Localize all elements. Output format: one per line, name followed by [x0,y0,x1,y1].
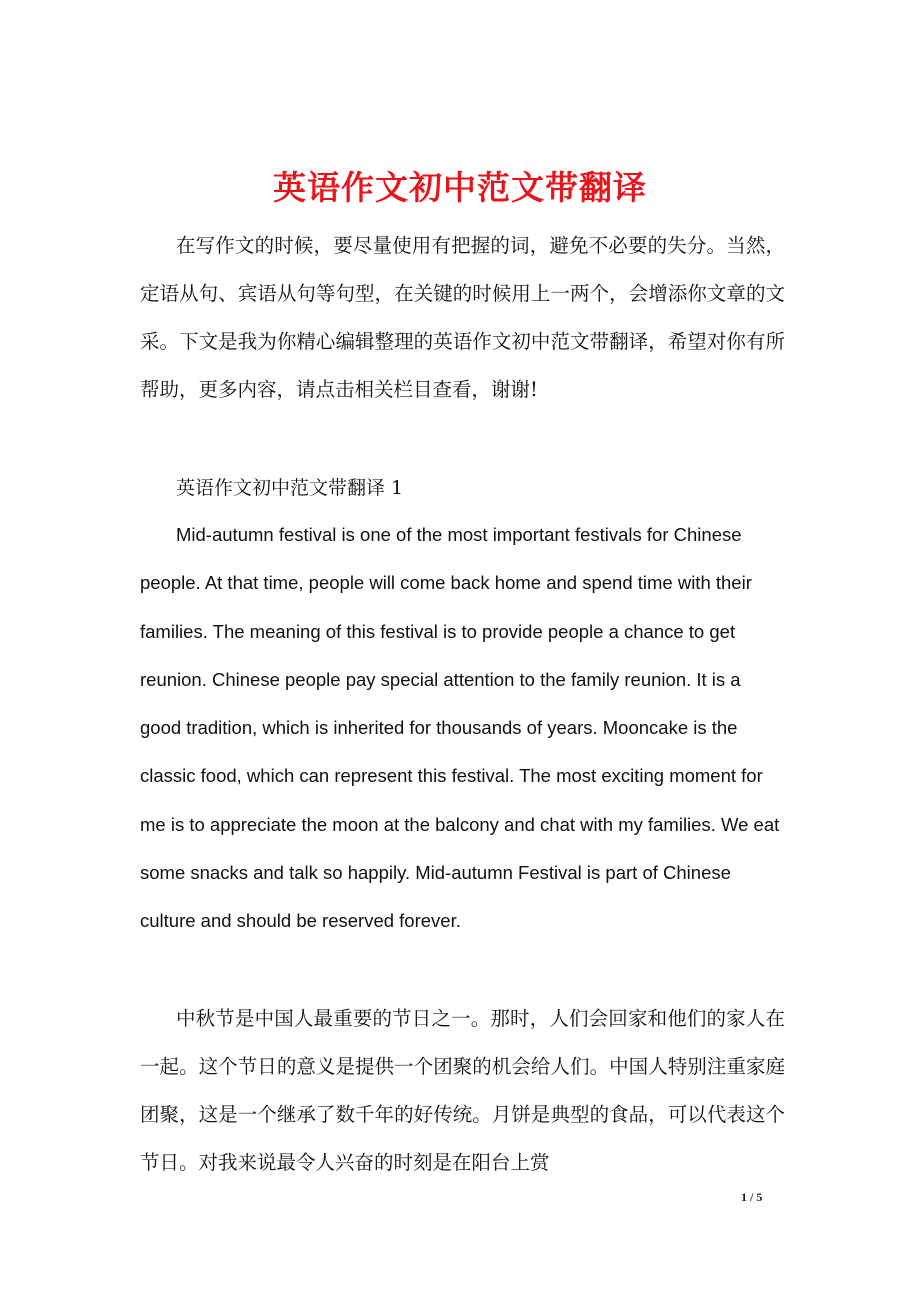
intro-paragraph: 在写作文的时候，要尽量使用有把握的词，避免不必要的失分。当然，定语从句、宾语从句等句型，在关键的时候用上一两个，会增添你文章的文采。下文是我为你精心编辑整理的英语作文初中范文带翻译，希望对你有所帮助，更多内容，请点击相关栏目查看，谢谢! [140,234,785,401]
english-essay-paragraph: Mid-autumn festival is one of the most important festivals for Chinese people. At that time, people will come back home and spend time with their families. The meaning of this festival is to provide people a chance to get reunion. Chinese people pay special attention to the family reunion. It is a good tradition, which is inherited for thousands of years. Mooncake is the classic food, which can represent this festival. The most exciting moment for me is to appreciate the moon at the balcony and chat with my families. We eat some snacks and talk so happily. Mid-autumn Festival is part of Chinese culture and should be reserved forever. [140,524,780,932]
chinese-translation-paragraph: 中秋节是中国人最重要的节日之一。那时，人们会回家和他们的家人在一起。这个节日的意义是提供一个团聚的机会给人们。中国人特别注重家庭团聚，这是一个继承了数千年的好传统。月饼是典型的食品，可以代表这个节日。对我来说最令人兴奋的时刻是在阳台上赏 [140,1007,785,1174]
document-title: 英语作文初中范文带翻译 [273,168,647,208]
page-number: 1 / 5 [741,1190,763,1204]
section-heading: 英语作文初中范文带翻译 1 [176,477,404,499]
